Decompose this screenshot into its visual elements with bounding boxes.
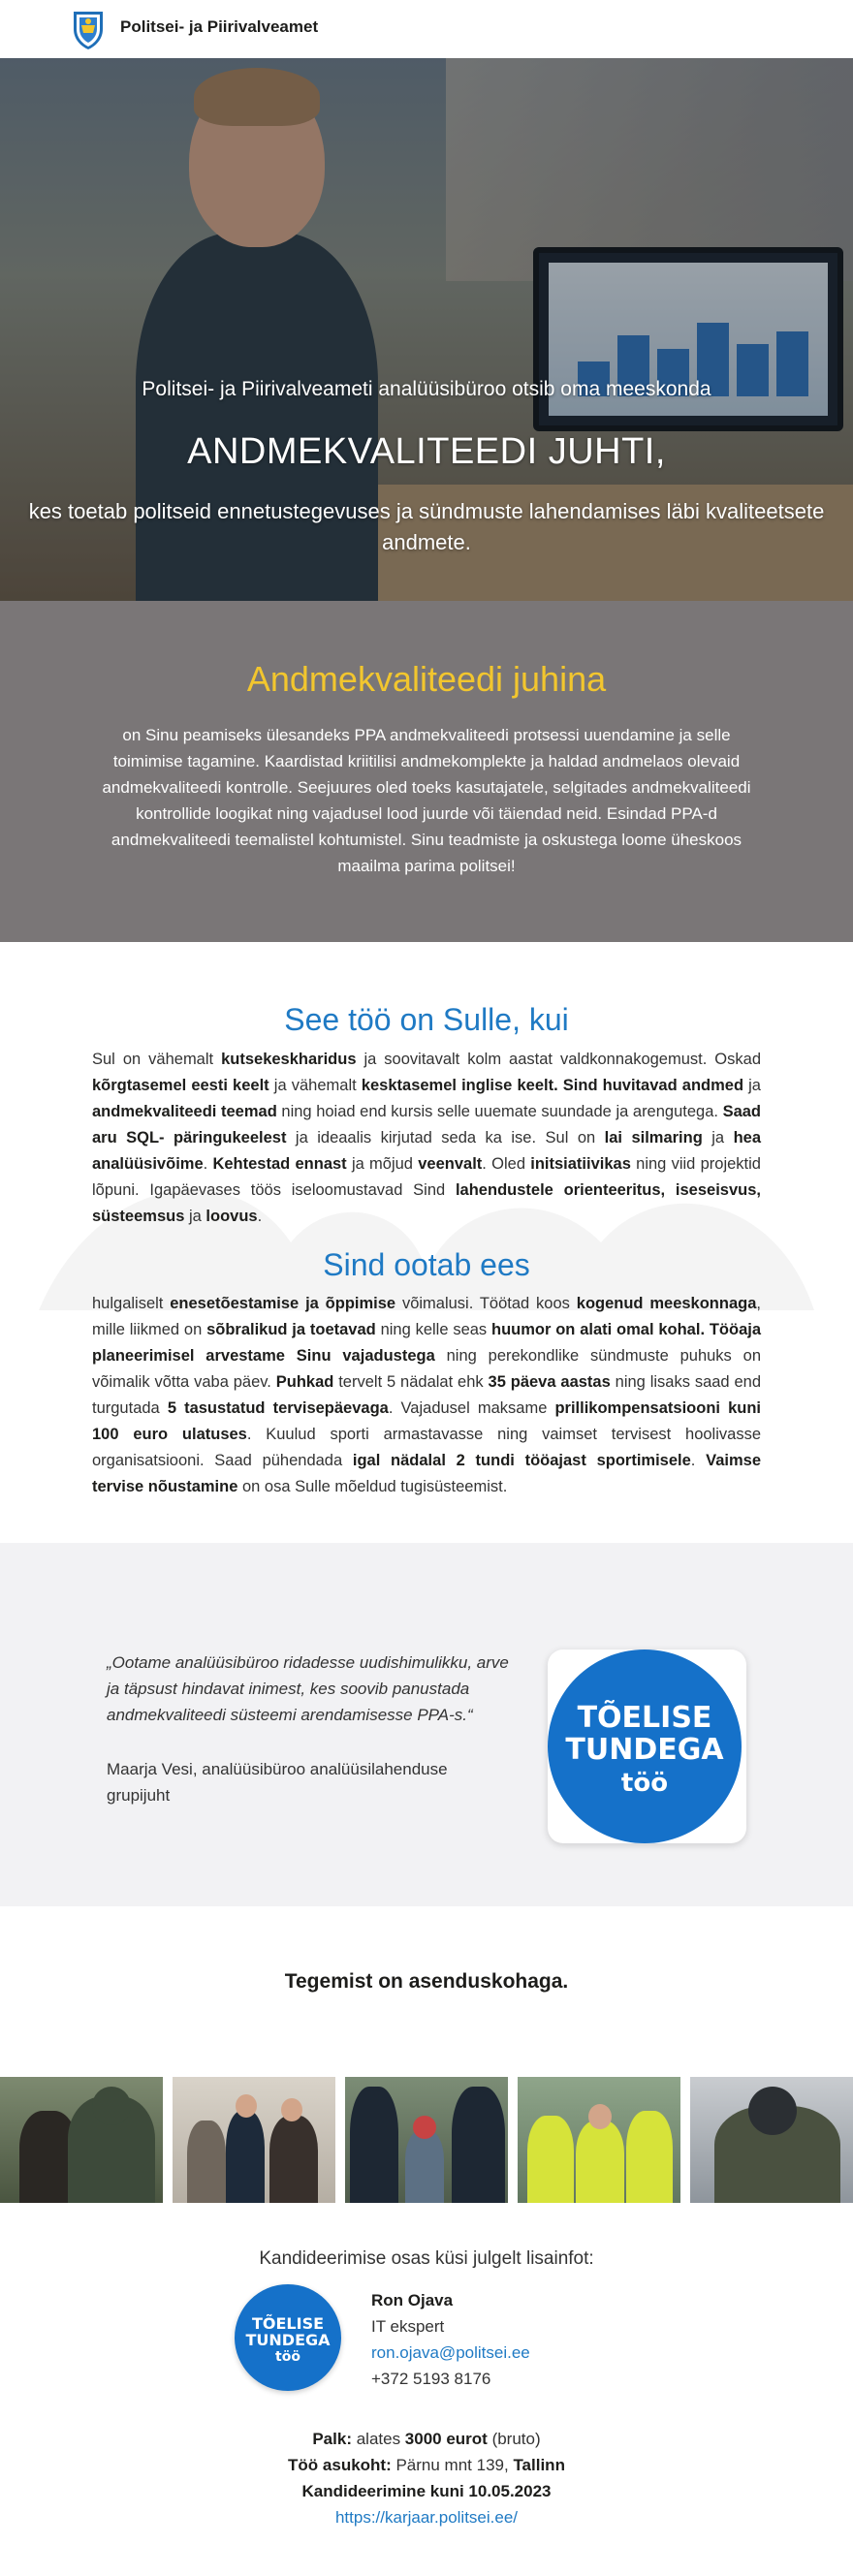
hero-title: ANDMEKVALITEEDI JUHTI, <box>187 431 666 472</box>
hero-description: kes toetab politseid ennetustegevuses ja sündmuste lahendamises läbi kvaliteetsete andmete. <box>28 499 825 554</box>
badge-line-3: töö <box>620 1769 669 1798</box>
contact-position: IT ekspert <box>371 2317 445 2336</box>
org-name: Politsei- ja Piirivalveamet <box>120 17 319 36</box>
role-text: on Sinu peamiseks ülesandeks PPA andmekvaliteedi protsessi uuendamine ja selle toimimise tagamine. Kaardistad kriitilisi andmekomplekte ja haldad andmelaos olevaid andmekvaliteedi kontrolle. Seejuures oled toeks kasutajatele, selgitades andmekvaliteedi kontrollide loogikat ning vajadusel lood juurde või täiendad neid. Esindad PPA-d andmekvaliteedi teemalistel kohtumistel. Sinu teadmiste ja oskustega loome üheskoos maailma parima politsei! <box>102 726 751 875</box>
badge-card <box>548 1649 746 1843</box>
photo-helicopter-pilot <box>690 2077 853 2203</box>
toelise-tundega-badge <box>548 1649 742 1843</box>
location-info: Töö asukoht: Pärnu mnt 139, Tallinn <box>288 2456 565 2474</box>
small-badge-line-3: töö <box>275 2349 300 2365</box>
role-section <box>0 601 853 942</box>
career-link[interactable]: https://karjaar.politsei.ee/ <box>334 2508 519 2527</box>
photo-dog-handler <box>0 2077 163 2203</box>
contact-phone: +372 5193 8176 <box>371 2370 491 2388</box>
contact-name: Ron Ojava <box>371 2291 454 2309</box>
small-badge-line-2: TUNDEGA <box>245 2331 331 2349</box>
hero-subtitle: Politsei- ja Piirivalveameti analüüsibüroo otsib oma meeskonda <box>142 378 711 400</box>
offer-text: hulgaliselt enesetõestamise ja õppimise võimalusi. Töötad koos kogenud meeskonnaga, mille liikmed on sõbralikud ja toetavad ning kelle seas huumor on alati omal kohal. Tööaja planeerimisel arvestame Sinu vajadustega ning perekondlike sündmuste puhuks on võimalik võtta vaba päev. Puhkad tervelt 5 nädalat ehk 35 päeva aastas ning lisaks saad end turgutada 5 tasustatud tervisepäevaga. Vajadusel maksame prillikompensatsiooni kuni 100 euro ulatuses. Kuulud sporti armastavasse ning vaimset tervisest hoolivasse organisatsiooni. Saad pühendada igal nädalal 2 tundi tööajast sportimisele. Vaimse tervise nõustamine on osa Sulle mõeldud tugisüsteemist. <box>92 1295 762 1495</box>
badge-line-1: TÕELISE <box>577 1701 712 1735</box>
requirements-title: See töö on Sulle, kui <box>284 1002 569 1037</box>
salary-info: Palk: alates 3000 eurot (bruto) <box>312 2430 541 2448</box>
offer-title: Sind ootab ees <box>323 1247 530 1282</box>
contact-email-link[interactable]: ron.ojava@politsei.ee <box>371 2343 530 2362</box>
deadline-info: Kandideerimine kuni 10.05.2023 <box>301 2482 552 2500</box>
photo-patrol-team <box>518 2077 680 2203</box>
info-section <box>0 942 853 1543</box>
police-shield-logo-icon[interactable] <box>70 8 107 50</box>
toelise-tundega-badge-small <box>235 2284 341 2391</box>
small-badge-line-1: TÕELISE <box>251 2314 325 2333</box>
badge-line-2: TUNDEGA <box>565 1733 724 1767</box>
role-title: Andmekvaliteedi juhina <box>246 659 607 699</box>
quote-author: Maarja Vesi, analüüsibüroo analüüsilahenduse grupijuht <box>107 1760 448 1805</box>
photo-family <box>173 2077 335 2203</box>
work-type-title: Tegemist on asenduskohaga. <box>284 1970 569 1993</box>
page-header <box>0 0 853 58</box>
photo-officers-child <box>345 2077 508 2203</box>
quote-section <box>0 1543 853 1906</box>
quote-text: „Ootame analüüsibüroo ridadesse uudishimulikku, arve ja täpsust hindavat inimest, kes soovib panustada andmekvaliteedi süsteemi arendamisesse PPA-s.“ <box>107 1653 509 1724</box>
contact-title: Kandideerimise osas küsi julgelt lisainfot: <box>259 2248 594 2269</box>
career-url <box>0 2504 853 2530</box>
hero-banner <box>0 58 853 601</box>
requirements-text: Sul on vähemalt kutsekeskharidus ja soovitavalt kolm aastat valdkonnakogemust. Oskad kõrgtasemel eesti keelt ja vähemalt kesktasemel inglise keelt. Sind huvitavad andmed ja andmekvaliteedi teemad ning hoiad end kursis selle uuemate suundade ja arengutega. Saad aru SQL- päringukeelest ja ideaalis kirjutad seda ka ise. Sul on lai silmaring ja hea analüüsivõime. Kehtestad ennast ja mõjud veenvalt. Oled initsiatiivikas ning viid projektid lõpuni. Igapäevases töös iseloomustavad Sind lahendustele orienteeritus, iseseisvus, süsteemsus ja loovus. <box>92 1051 762 1225</box>
photo-strip <box>0 2077 853 2203</box>
contact-card <box>371 2287 530 2392</box>
